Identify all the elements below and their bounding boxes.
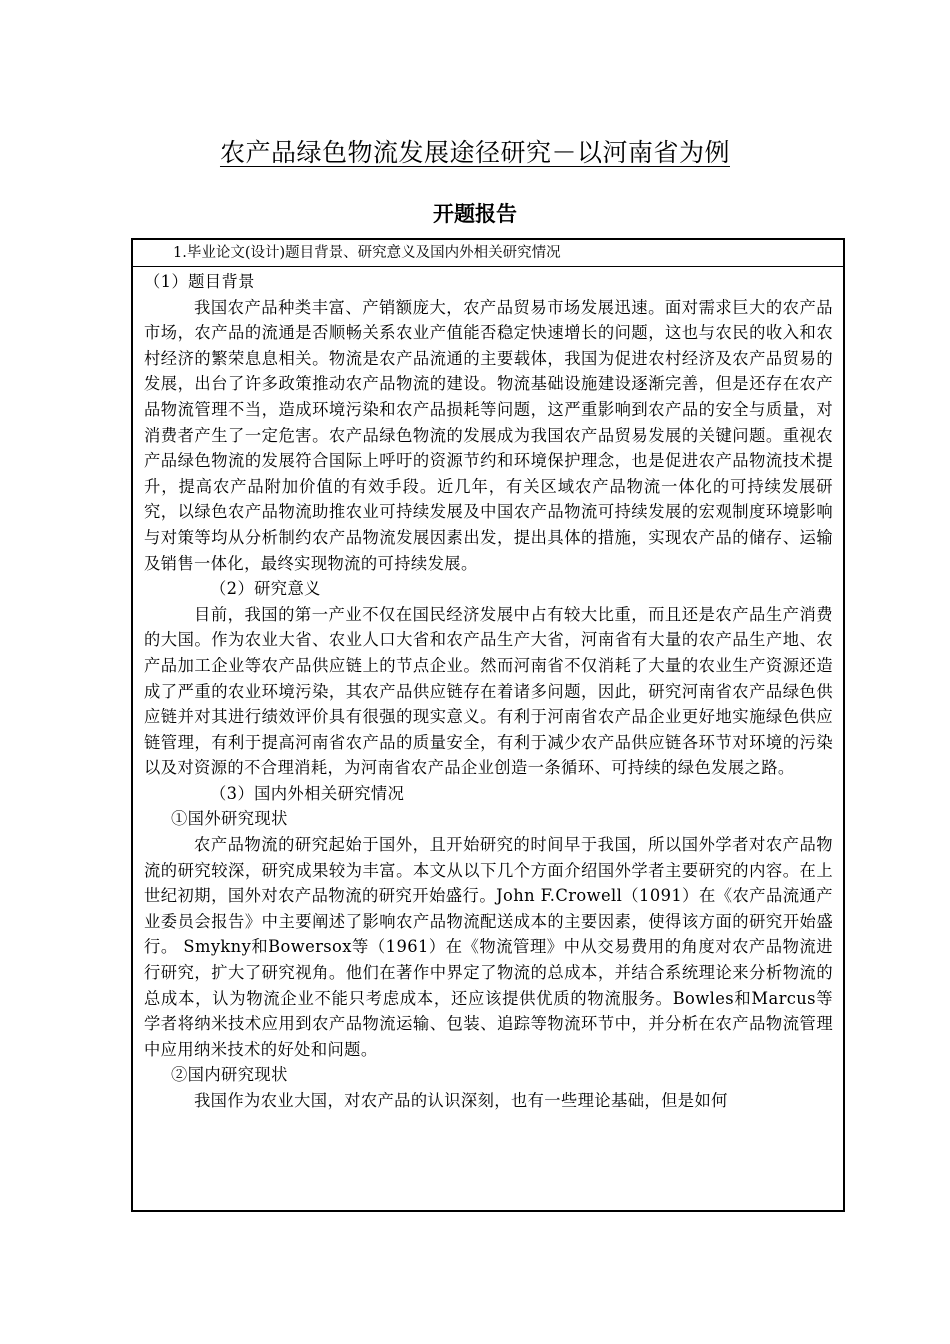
- heading-related-research: （3）国内外相关研究情况: [210, 783, 405, 803]
- heading-foreign-research: ①国外研究现状: [171, 809, 288, 829]
- document-subtitle: 开题报告: [433, 202, 517, 226]
- paragraph-background: 我国农产品种类丰富、产销额庞大，农产品贸易市场发展迅速。面对需求巨大的农产品市场，农产品的流通是否顺畅关系农业产值能否稳定快速增长的问题，这也与农民的收入和农村经济的繁荣息息相关。物流是农产品流通的主要载体，我国为促进农村经济及农产品贸易的发展，出台了许多政策推动农产品物流的建设。物流基础设施建设逐渐完善，但是还存在农产品物流管理不当，造成环境污染和农产品损耗等问题，这严重影响到农产品的安全与质量，对消费者产生了一定危害。农产品绿色物流的发展成为我国农产品贸易发展的关键问题。重视农产品绿色物流的发展符合国际上呼吁的资源节约和环境保护理念，也是促进农产品物流技术提升，提高农产品附加价值的有效手段。近几年，有关区域农产品物流一体化的可持续发展研究，以绿色农产品物流助推农业可持续发展及中国农产品物流可持续发展的宏观制度环境影响与对策等均从分析制约农产品物流发展因素出发，提出具体的措施，实现农产品的储存、运输及销售一体化，最终实现物流的可持续发展。: [144, 297, 833, 573]
- section-body: [133, 267, 843, 1114]
- paragraph-domestic-research: 我国作为农业大国，对农产品的认识深刻，也有一些理论基础，但是如何: [194, 1091, 728, 1110]
- report-table: [131, 238, 845, 1212]
- heading-background: （1）题目背景: [144, 272, 255, 291]
- document-title: 农产品绿色物流发展途径研究－以河南省为例: [219, 138, 730, 167]
- paragraph-foreign-research: 农产品物流的研究起始于国外，且开始研究的时间早于我国，所以国外学者对农产品物流的研究较深，研究成果较为丰富。本文从以下几个方面介绍国外学者主要研究的内容。在上世纪初期，国外对农产品物流的研究开始盛行。John F.Crowell（1091）在《农产品流通产业委员会报告》中主要阐述了影响农产品物流配送成本的主要因素，使得该方面的研究开始盛行。 Smykny和Bowersox等（1961）在《物流管理》中从交易费用的角度对农产品物流进行研究，扩大了研究视角。他们在著作中界定了物流的总成本，并结合系统理论来分析物流的总成本，认为物流企业不能只考虑成本，还应该提供优质的物流服务。Bowles和Marcus等学者将纳米技术应用到农产品物流运输、包装、追踪等物流环节中，并分析在农产品物流管理中应用纳米技术的好处和问题。: [144, 835, 833, 1059]
- paragraph-significance: 目前，我国的第一产业不仅在国民经济发展中占有较大比重，而且还是农产品生产消费的大国。作为农业大省、农业人口大省和农产品生产大省，河南省有大量的农产品生产地、农产品加工企业等农产品供应链上的节点企业。然而河南省不仅消耗了大量的农业生产资源还造成了严重的农业环境污染，其农产品供应链存在着诸多问题，因此，研究河南省农产品绿色供应链并对其进行绩效评价具有很强的现实意义。有利于河南省农产品企业更好地实施绿色供应链管理，有利于提高河南省农产品的质量安全，有利于减少农产品供应链各环节对环境的污染以及对资源的不合理消耗，为河南省农产品企业创造一条循环、可持续的绿色发展之路。: [144, 604, 833, 778]
- heading-domestic-research: ②国内研究现状: [171, 1065, 288, 1085]
- section-header: 1.毕业论文(设计)题目背景、研究意义及国内外相关研究情况: [133, 240, 843, 267]
- heading-significance: （2）研究意义: [210, 579, 321, 599]
